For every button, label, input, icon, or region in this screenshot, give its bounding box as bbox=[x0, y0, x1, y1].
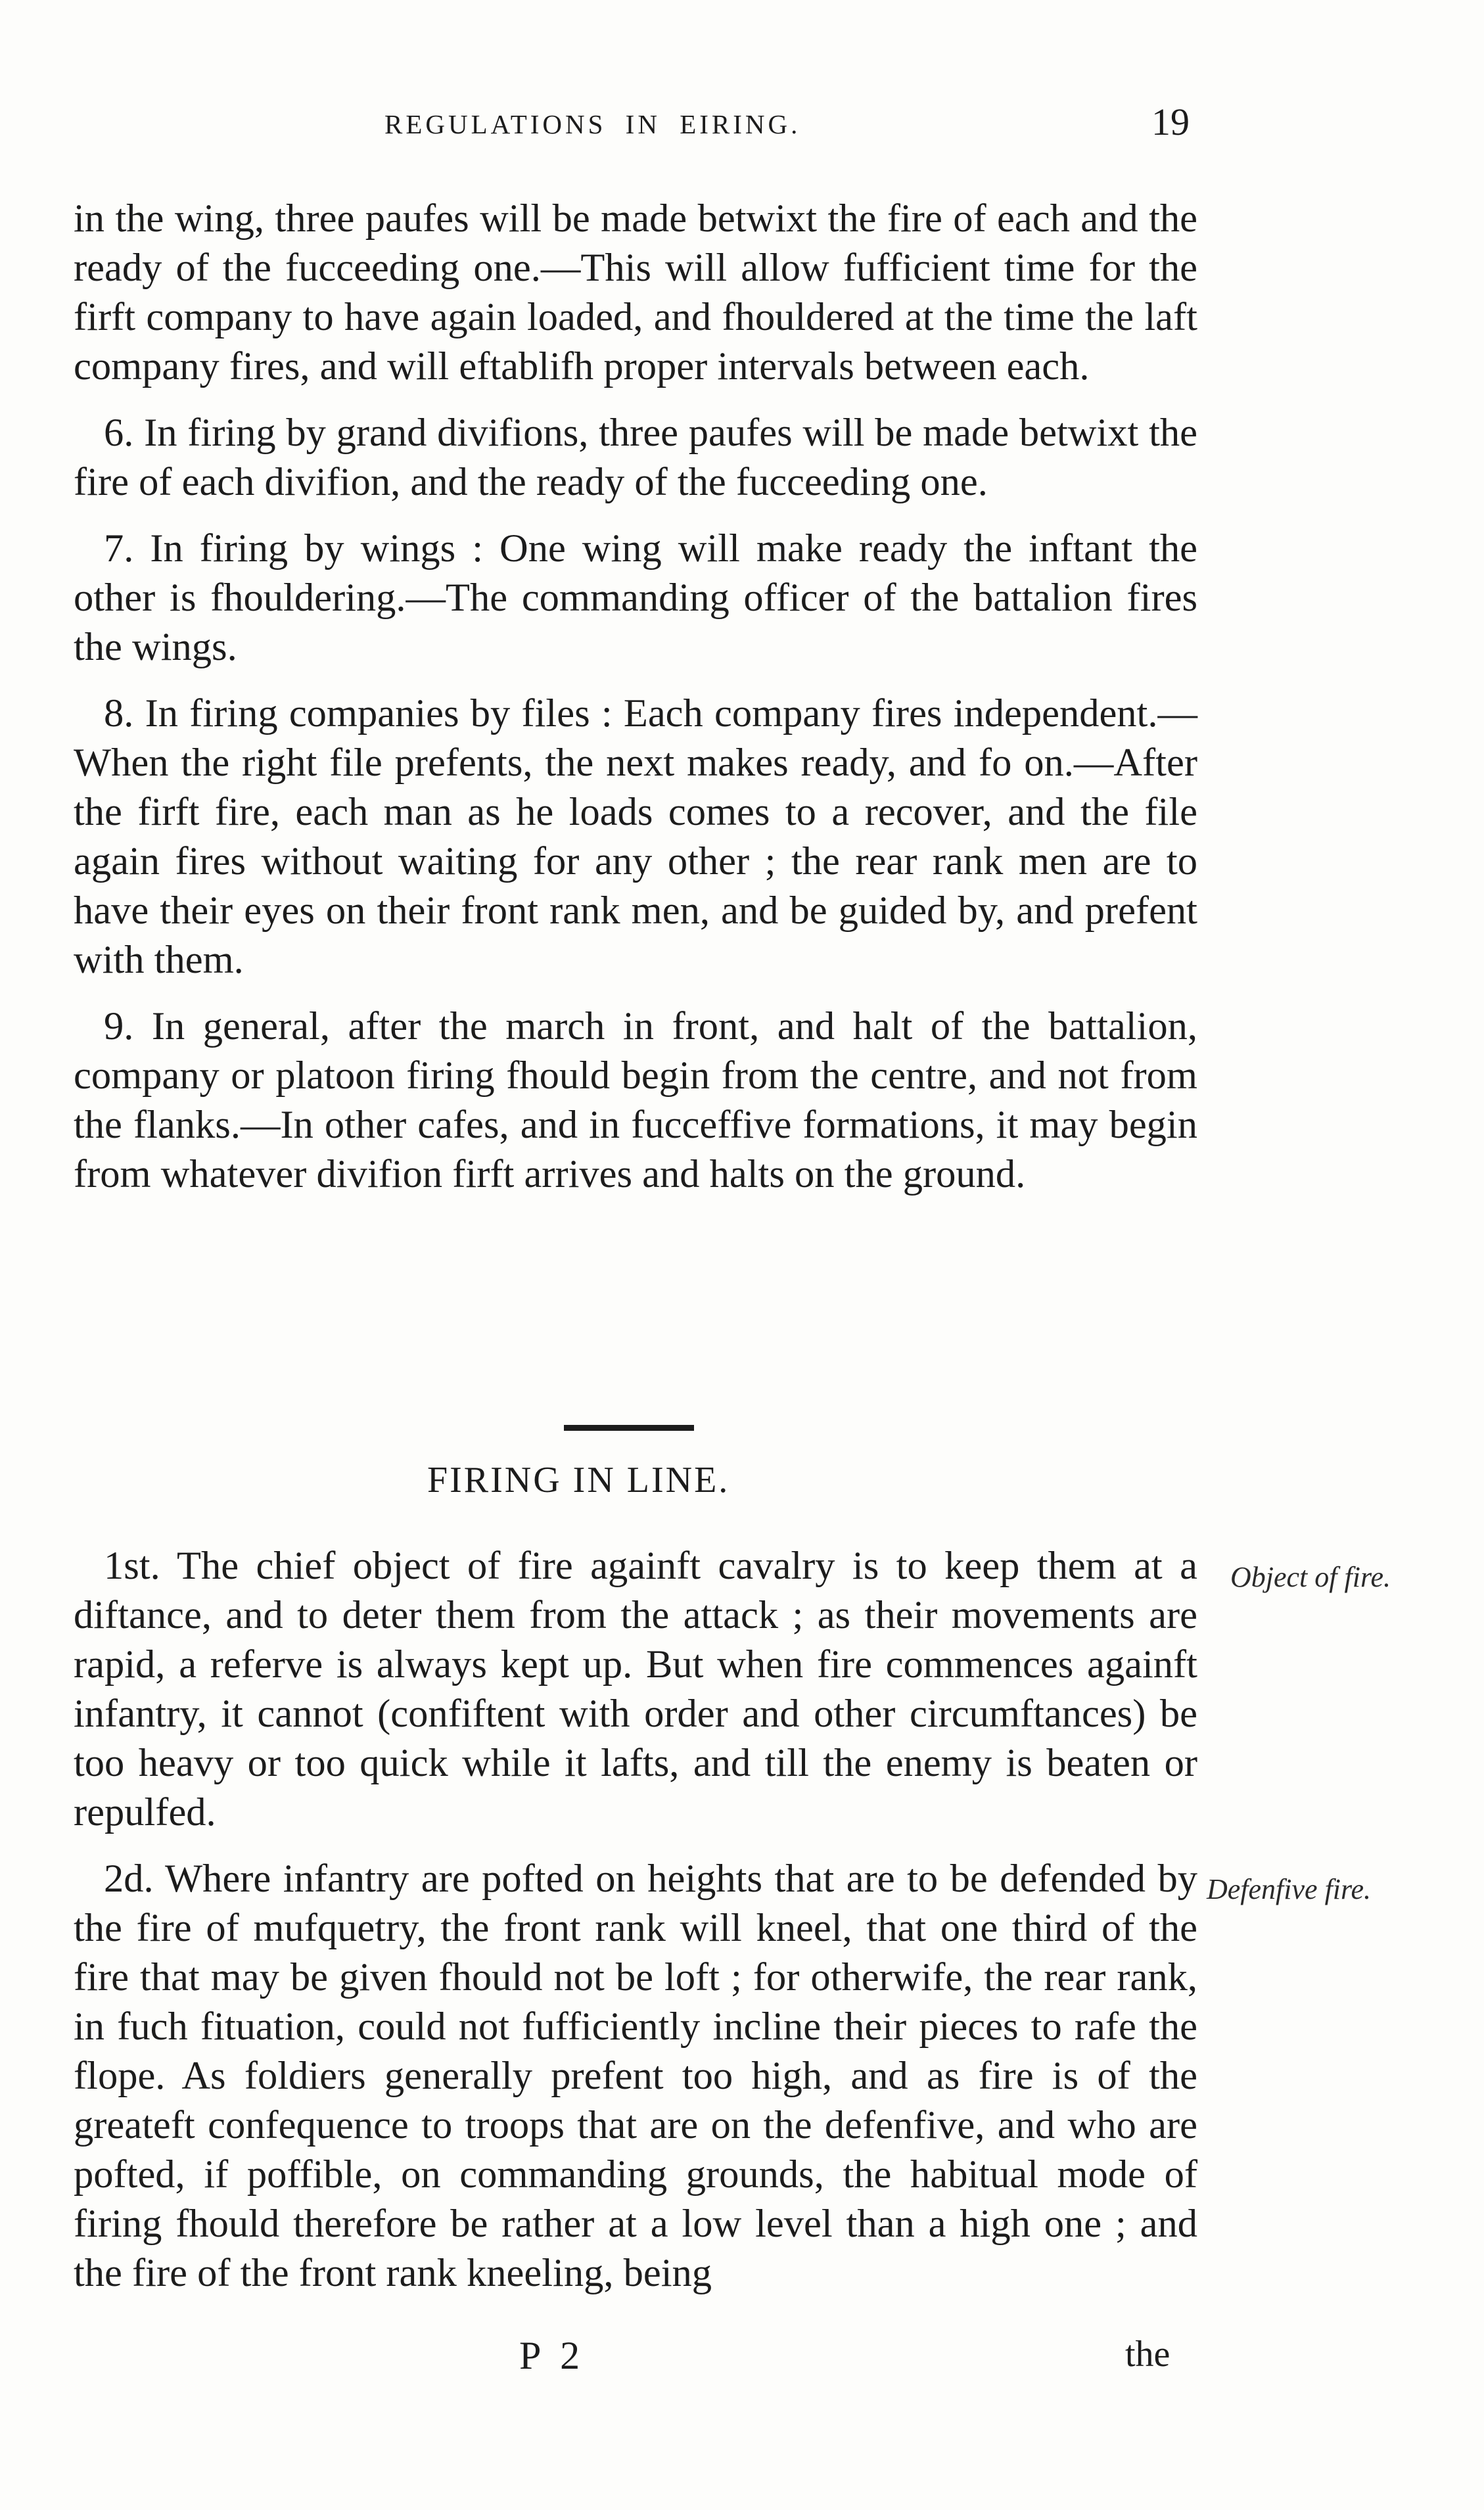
running-title: REGULATIONS IN EIRING. bbox=[384, 109, 801, 139]
catchword: the bbox=[1125, 2334, 1171, 2375]
section-heading: FIRING IN LINE. bbox=[427, 1460, 730, 1500]
marginal-note-defensive-fire: Defenfive fire. bbox=[1207, 1873, 1372, 1905]
marginal-note-object-of-fire: Object of fire. bbox=[1230, 1561, 1391, 1593]
paragraph-7-wings: 7. In firing by wings : One wing will make ready the inftant the other is fhouldering.—The commanding officer of the battalion fires the wings. bbox=[74, 526, 1197, 669]
signature-mark: P 2 bbox=[519, 2334, 586, 2377]
page-number: 19 bbox=[1151, 101, 1190, 143]
paragraph-9-general: 9. In general, after the march in front, and halt of the battalion, company or platoon firing fhould begin from the centre, and not from the flanks.—In other cafes, and in fucceffive formations, it may begin from whatever divifion firft arrives and halts on the ground. bbox=[74, 1004, 1197, 1196]
body-text-upper bbox=[74, 194, 1197, 1216]
paragraph-1st-object-of-fire: 1st. The chief object of fire againft cavalry is to keep them at a diftance, and to deter them from the attack ; as their movements are rapid, a referve is always kept up. But when fire commences againft infantry, it cannot (confiftent with order and other circumftances) be too heavy or too quick while it lafts, and till the enemy is beaten or repulfed. bbox=[74, 1544, 1197, 1834]
paragraph-2d-defensive-fire: 2d. Where infantry are pofted on heights that are to be defended by the fire of mufquetry, the front rank will kneel, that one third of the fire that may be given fhould not be loft ; for otherwife, the rear rank, in fuch fituation, could not fufficiently incline their pieces to rafe the flope. As foldiers generally prefent too high, and as fire is of the greateft confequence to troops that are on the defenfive, and who are pofted, if poffible, on commanding grounds, the habitual mode of firing fhould therefore be rather at a low level than a high one ; and the fire of the front rank kneeling, being bbox=[74, 1857, 1197, 2295]
paragraph-continued: in the wing, three paufes will be made betwixt the fire of each and the ready of the fucceeding one.—This will allow fufficient time for the firft company to have again loaded, and fhouldered at the time the laft company fires, and will eftablifh proper intervals between each. bbox=[74, 197, 1197, 388]
section-divider-rule bbox=[564, 1425, 694, 1431]
paragraph-8-files: 8. In firing companies by files : Each company fires independent.—When the right file prefents, the next makes ready, and fo on.—After the firft fire, each man as he loads comes to a recover, and the file again fires without waiting for any other ; the rear rank men are to have their eyes on their front rank men, and be guided by, and prefent with them. bbox=[74, 691, 1197, 982]
body-text-lower bbox=[74, 1541, 1197, 2315]
paragraph-6-grand-divisions: 6. In firing by grand divifions, three paufes will be made betwixt the fire of each divifion, and the ready of the fucceeding one. bbox=[74, 411, 1197, 504]
